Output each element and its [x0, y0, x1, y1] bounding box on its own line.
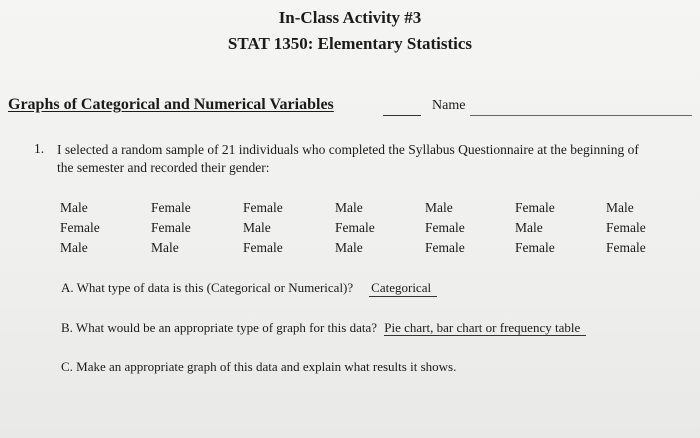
gender-cell: Male: [60, 200, 88, 215]
part-b: [61, 320, 586, 336]
gender-cell: Male: [243, 220, 271, 235]
gender-cell: Female: [60, 220, 100, 235]
part-b-answer: Pie chart, bar chart or frequency table: [384, 320, 586, 336]
gender-cell: Female: [151, 200, 191, 215]
part-c-prompt: C. Make an appropriate graph of this data and explain what results it shows.: [61, 359, 457, 374]
heading-underline-extension: [383, 115, 421, 116]
gender-cell: Male: [151, 240, 179, 255]
part-a: [61, 280, 437, 297]
name-label: Name: [432, 98, 466, 113]
gender-cell: Male: [335, 200, 363, 215]
course-title: STAT 1350: Elementary Statistics: [227, 34, 473, 53]
part-a-answer: Categorical: [369, 280, 437, 297]
gender-cell: Female: [606, 240, 646, 255]
gender-cell: Female: [243, 200, 283, 215]
gender-cell: Female: [425, 220, 465, 235]
gender-cell: Male: [606, 200, 634, 215]
part-a-prompt: A. What type of data is this (Categorical or Numerical)?: [61, 280, 354, 295]
gender-cell: Female: [515, 200, 555, 215]
gender-cell: Female: [335, 220, 375, 235]
question-text: I selected a random sample of 21 individuals who completed the Syllabus Questionnaire at the beginning of the semester and recorded their gender:: [57, 142, 639, 175]
gender-cell: Female: [425, 240, 465, 255]
gender-cell: Male: [425, 200, 453, 215]
gender-cell: Male: [335, 240, 363, 255]
name-blank-line: [470, 115, 692, 116]
gender-cell: Female: [515, 240, 555, 255]
gender-data-table: [60, 198, 660, 257]
gender-cell: Female: [243, 240, 283, 255]
question-number: 1.: [34, 141, 45, 156]
gender-cell: Female: [151, 220, 191, 235]
part-b-prompt: B. What would be an appropriate type of graph for this data?: [61, 320, 377, 335]
activity-title: In-Class Activity #3: [278, 8, 422, 27]
gender-cell: Female: [606, 220, 646, 235]
gender-cell: Male: [515, 220, 543, 235]
gender-cell: Male: [60, 240, 88, 255]
section-heading: Graphs of Categorical and Numerical Variables: [8, 96, 334, 113]
part-c: [61, 359, 456, 375]
